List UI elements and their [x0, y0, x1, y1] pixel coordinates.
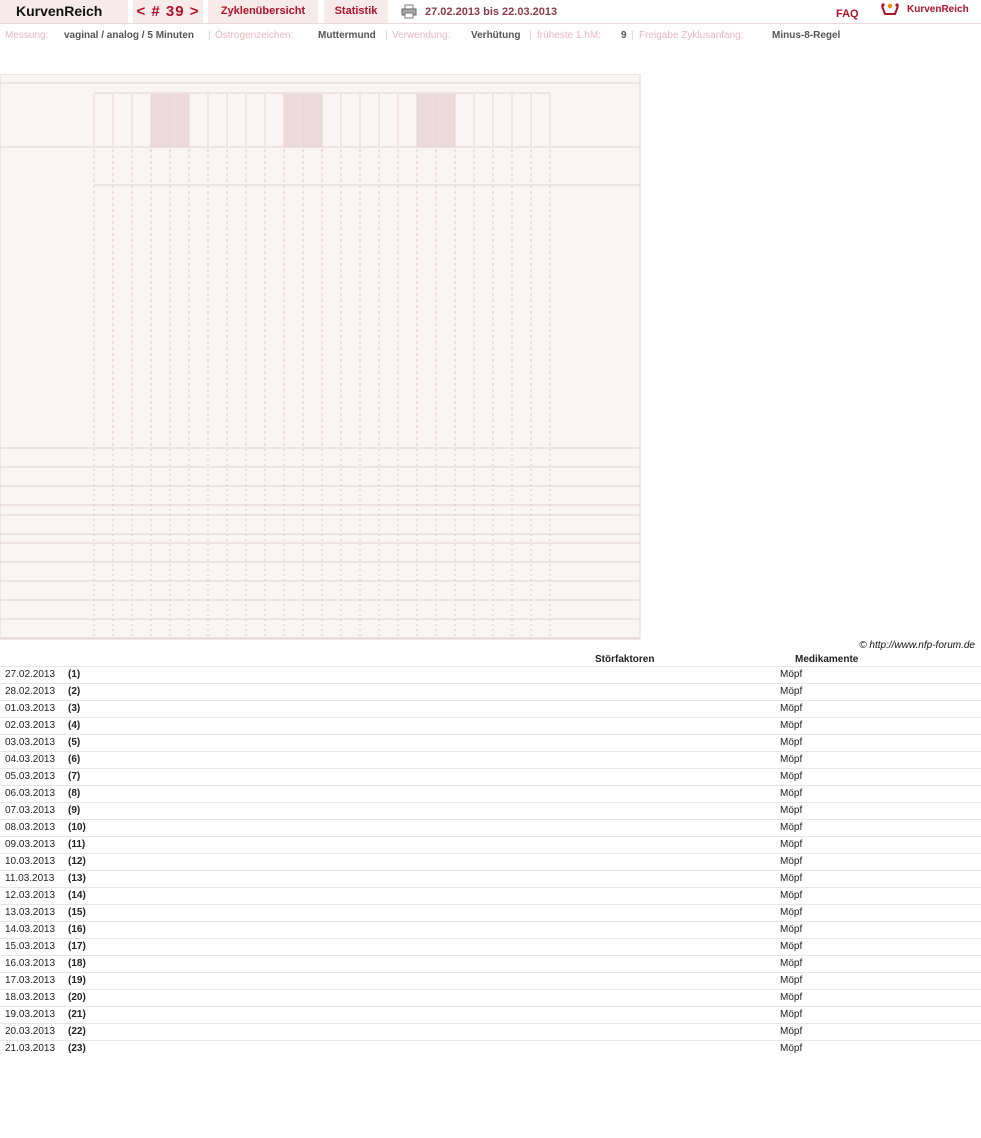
printer-icon[interactable]	[401, 4, 417, 19]
row-cycle-day: (1)	[68, 669, 81, 680]
row-medication: Möpf	[780, 754, 803, 765]
row-date: 08.03.2013	[5, 822, 56, 833]
row-medication: Möpf	[780, 873, 803, 884]
tab-statistics[interactable]: Statistik	[324, 0, 388, 23]
row-medication: Möpf	[780, 890, 803, 901]
row-cycle-day: (10)	[68, 822, 86, 833]
row-date: 09.03.2013	[5, 839, 56, 850]
row-medication: Möpf	[780, 788, 803, 799]
cycle-chart	[0, 74, 645, 640]
row-date: 28.02.2013	[5, 686, 56, 697]
table-row	[0, 938, 981, 955]
row-date: 14.03.2013	[5, 924, 56, 935]
table-row	[0, 1023, 981, 1040]
divider: |	[529, 30, 532, 41]
table-row	[0, 853, 981, 870]
row-cycle-day: (2)	[68, 686, 81, 697]
row-cycle-day: (23)	[68, 1043, 86, 1054]
row-date: 05.03.2013	[5, 771, 56, 782]
row-date: 10.03.2013	[5, 856, 56, 867]
row-date: 01.03.2013	[5, 703, 56, 714]
logo-icon[interactable]	[880, 2, 900, 18]
row-cycle-day: (7)	[68, 771, 81, 782]
info-value-measure: vaginal / analog / 5 Minuten	[64, 30, 195, 41]
row-medication: Möpf	[780, 771, 803, 782]
row-date: 16.03.2013	[5, 958, 56, 969]
row-medication: Möpf	[780, 1043, 803, 1054]
info-value-usage: Verhütung	[471, 30, 521, 41]
date-range: 27.02.2013 bis 22.03.2013	[425, 6, 558, 18]
chart-background	[0, 74, 640, 639]
row-date: 04.03.2013	[5, 754, 56, 765]
row-date: 27.02.2013	[5, 669, 56, 680]
row-cycle-day: (5)	[68, 737, 81, 748]
table-row	[0, 904, 981, 921]
row-cycle-day: (14)	[68, 890, 86, 901]
tab-cycle-overview[interactable]: Zyklenübersicht	[208, 0, 318, 23]
row-cycle-day: (6)	[68, 754, 81, 765]
table-row	[0, 751, 981, 768]
row-cycle-day: (17)	[68, 941, 86, 952]
row-cycle-day: (21)	[68, 1009, 86, 1020]
copyright-notice: © http://www.nfp-forum.de	[859, 640, 975, 651]
divider: |	[631, 30, 634, 41]
column-header-medikamente: Medikamente	[795, 654, 859, 665]
row-medication: Möpf	[780, 907, 803, 918]
row-medication: Möpf	[780, 975, 803, 986]
table-row	[0, 955, 981, 972]
row-date: 02.03.2013	[5, 720, 56, 731]
row-medication: Möpf	[780, 839, 803, 850]
table-row	[0, 836, 981, 853]
row-date: 07.03.2013	[5, 805, 56, 816]
cycle-info-bar	[0, 30, 981, 44]
row-date: 06.03.2013	[5, 788, 56, 799]
weekend-shade	[284, 94, 303, 147]
row-cycle-day: (3)	[68, 703, 81, 714]
row-cycle-day: (8)	[68, 788, 81, 799]
row-date: 19.03.2013	[5, 1009, 56, 1020]
row-medication: Möpf	[780, 992, 803, 1003]
table-row	[0, 819, 981, 836]
info-label-estrogen: Östrogenzeichen:	[215, 30, 294, 41]
row-medication: Möpf	[780, 1009, 803, 1020]
weekend-shade	[417, 94, 436, 147]
row-medication: Möpf	[780, 856, 803, 867]
table-row	[0, 700, 981, 717]
faq-link[interactable]: FAQ	[836, 8, 859, 20]
row-cycle-day: (13)	[68, 873, 86, 884]
info-label-usage: Verwendung:	[392, 30, 451, 41]
row-date: 13.03.2013	[5, 907, 56, 918]
column-header-stoerfaktoren: Störfaktoren	[595, 654, 655, 665]
row-cycle-day: (4)	[68, 720, 81, 731]
table-row	[0, 666, 981, 683]
top-bar	[0, 0, 981, 24]
table-row	[0, 972, 981, 989]
row-date: 20.03.2013	[5, 1026, 56, 1037]
row-date: 18.03.2013	[5, 992, 56, 1003]
weekend-shade	[170, 94, 189, 147]
notes-table	[0, 666, 981, 1057]
table-row	[0, 921, 981, 938]
row-cycle-day: (16)	[68, 924, 86, 935]
row-cycle-day: (18)	[68, 958, 86, 969]
table-row	[0, 870, 981, 887]
row-date: 12.03.2013	[5, 890, 56, 901]
table-row	[0, 989, 981, 1006]
row-cycle-day: (15)	[68, 907, 86, 918]
logo-text[interactable]: KurvenReich	[907, 4, 969, 15]
row-cycle-day: (12)	[68, 856, 86, 867]
row-date: 15.03.2013	[5, 941, 56, 952]
divider: |	[208, 30, 211, 41]
weekend-shade	[151, 94, 170, 147]
row-cycle-day: (9)	[68, 805, 81, 816]
row-cycle-day: (11)	[68, 839, 86, 850]
info-label-release: Freigabe Zyklusanfang:	[639, 30, 744, 41]
row-cycle-day: (20)	[68, 992, 86, 1003]
row-medication: Möpf	[780, 805, 803, 816]
info-value-estrogen: Muttermund	[318, 30, 376, 41]
table-header	[0, 653, 981, 667]
row-medication: Möpf	[780, 958, 803, 969]
row-medication: Möpf	[780, 737, 803, 748]
row-medication: Möpf	[780, 703, 803, 714]
info-label-earliest: früheste 1.hM:	[537, 30, 601, 41]
cycle-navigator[interactable]: < # 39 >	[133, 0, 203, 23]
row-cycle-day: (19)	[68, 975, 86, 986]
row-medication: Möpf	[780, 1026, 803, 1037]
row-date: 21.03.2013	[5, 1043, 56, 1054]
row-date: 17.03.2013	[5, 975, 56, 986]
row-cycle-day: (22)	[68, 1026, 86, 1037]
row-medication: Möpf	[780, 720, 803, 731]
table-row	[0, 802, 981, 819]
info-value-release: Minus-8-Regel	[772, 30, 841, 41]
brand-title[interactable]: KurvenReich	[0, 0, 128, 23]
table-row	[0, 717, 981, 734]
row-medication: Möpf	[780, 669, 803, 680]
table-row	[0, 768, 981, 785]
divider: |	[385, 30, 388, 41]
table-row	[0, 683, 981, 700]
weekend-shade	[436, 94, 455, 147]
weekend-shade	[303, 94, 322, 147]
table-row	[0, 887, 981, 904]
table-row	[0, 785, 981, 802]
table-row	[0, 1006, 981, 1023]
info-value-earliest: 9	[621, 30, 627, 41]
row-medication: Möpf	[780, 686, 803, 697]
row-medication: Möpf	[780, 924, 803, 935]
row-date: 11.03.2013	[5, 873, 55, 884]
row-date: 03.03.2013	[5, 737, 56, 748]
row-medication: Möpf	[780, 941, 803, 952]
info-label-measure: Messung:	[5, 30, 49, 41]
row-medication: Möpf	[780, 822, 803, 833]
table-row	[0, 1040, 981, 1057]
table-row	[0, 734, 981, 751]
